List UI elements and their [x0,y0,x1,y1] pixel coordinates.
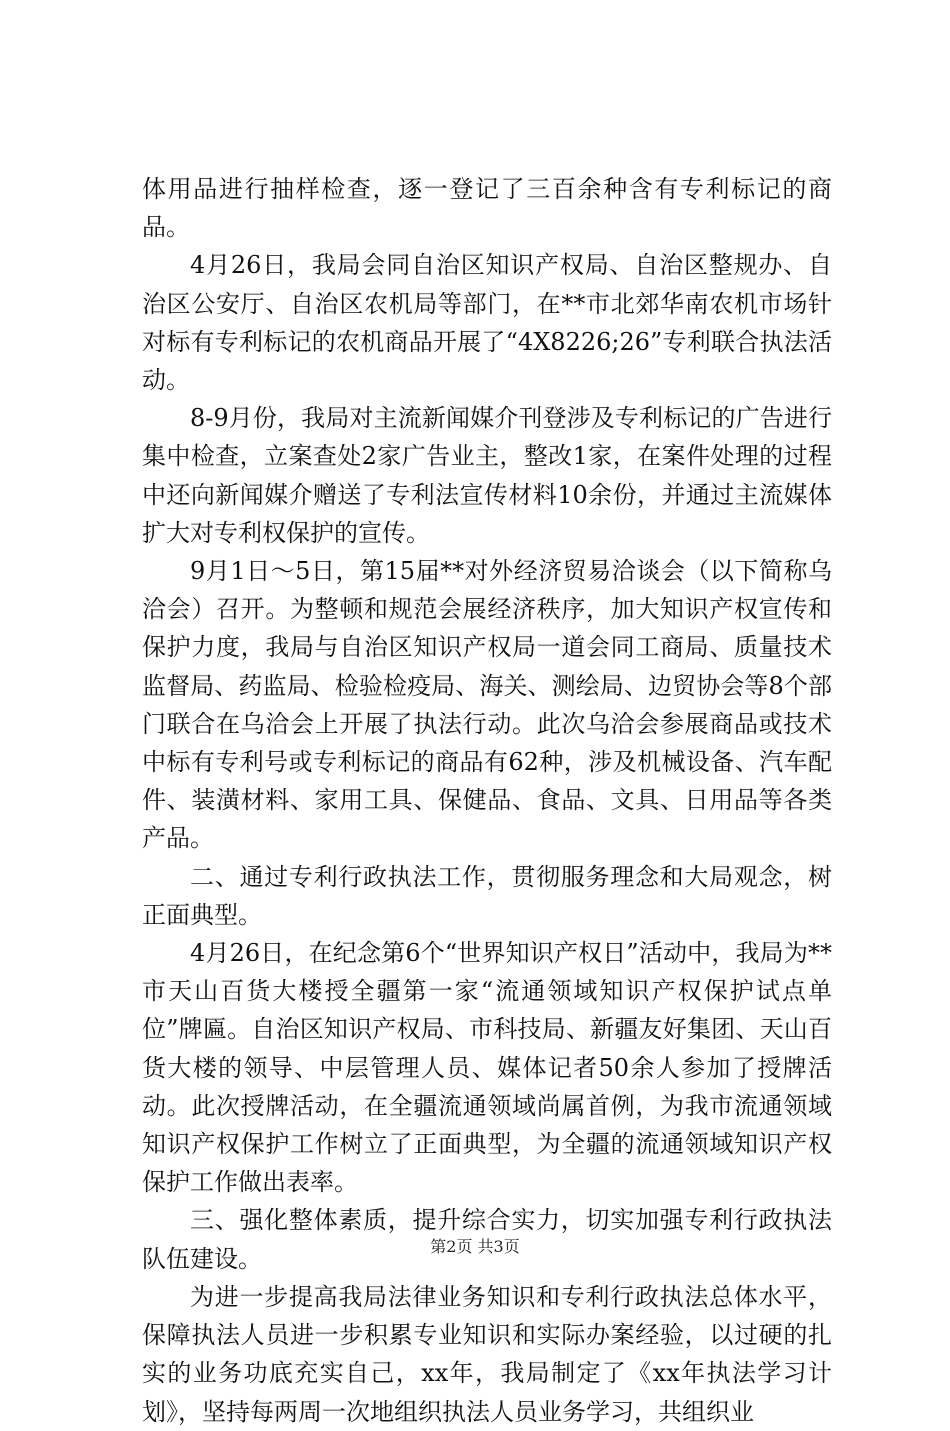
paragraph-6: 为进一步提高我局法律业务知识和专利行政执法总体水平，保障执法人员进一步积累专业知识和实际办案经验，以过硬的扎实的业务功底充实自己，xx年，我局制定了《xx年执法学习计划》，坚持每两周一次地组织执法人员业务学习，共组织业 [142,1282,832,1426]
paragraph-3: 8-9月份，我局对主流新闻媒介刊登涉及专利标记的广告进行集中检查，立案查处2家广告业主，整改1家，在案件处理的过程中还向新闻媒介赠送了专利法宣传材料10余份，并通过主流媒体扩大对专利权保护的宣传。 [142,404,832,547]
section-heading-2: 二、通过专利行政执法工作，贯彻服务理念和大局观念，树正面典型。 [142,862,832,929]
section-heading-3: 三、强化整体素质，提升综合实力，切实加强专利行政执法队伍建设。 [142,1206,832,1273]
paragraph-5: 4月26日，在纪念第6个“世界知识产权日”活动中，我局为**市天山百货大楼授全疆第一家“流通领域知识产权保护试点单位”牌匾。自治区知识产权局、市科技局、新疆友好集团、天山百货大楼的领导、中层管理人员、媒体记者50余人参加了授牌活动。此次授牌活动，在全疆流通领域尚属首例，为我市流通领域知识产权保护工作树立了正面典型，为全疆的流通领域知识产权保护工作做出表率。 [142,939,832,1197]
paragraph-4: 9月1日～5日，第15届**对外经济贸易洽谈会（以下简称乌洽会）召开。为整顿和规范会展经济秩序，加大知识产权宣传和保护力度，我局与自治区知识产权局一道会同工商局、质量技术监督局、药监局、检验检疫局、海关、测绘局、边贸协会等8个部门联合在乌洽会上开展了执法行动。此次乌洽会参展商品或技术中标有专利号或专利标记的商品有62种，涉及机械设备、汽车配件、装潢材料、家用工具、保健品、食品、文具、日用品等各类产品。 [142,557,832,853]
paragraph-1: 体用品进行抽样检查，逐一登记了三百余种含有专利标记的商品。 [142,175,832,242]
paragraph-2: 4月26日，我局会同自治区知识产权局、自治区整规办、自治区公安厅、自治区农机局等部门，在**市北郊华南农机市场针对标有专利标记的农机商品开展了“4X8226;26”专利联合执法活动。 [142,251,832,395]
page-number-footer: 第2页 共3页 [430,1237,520,1256]
